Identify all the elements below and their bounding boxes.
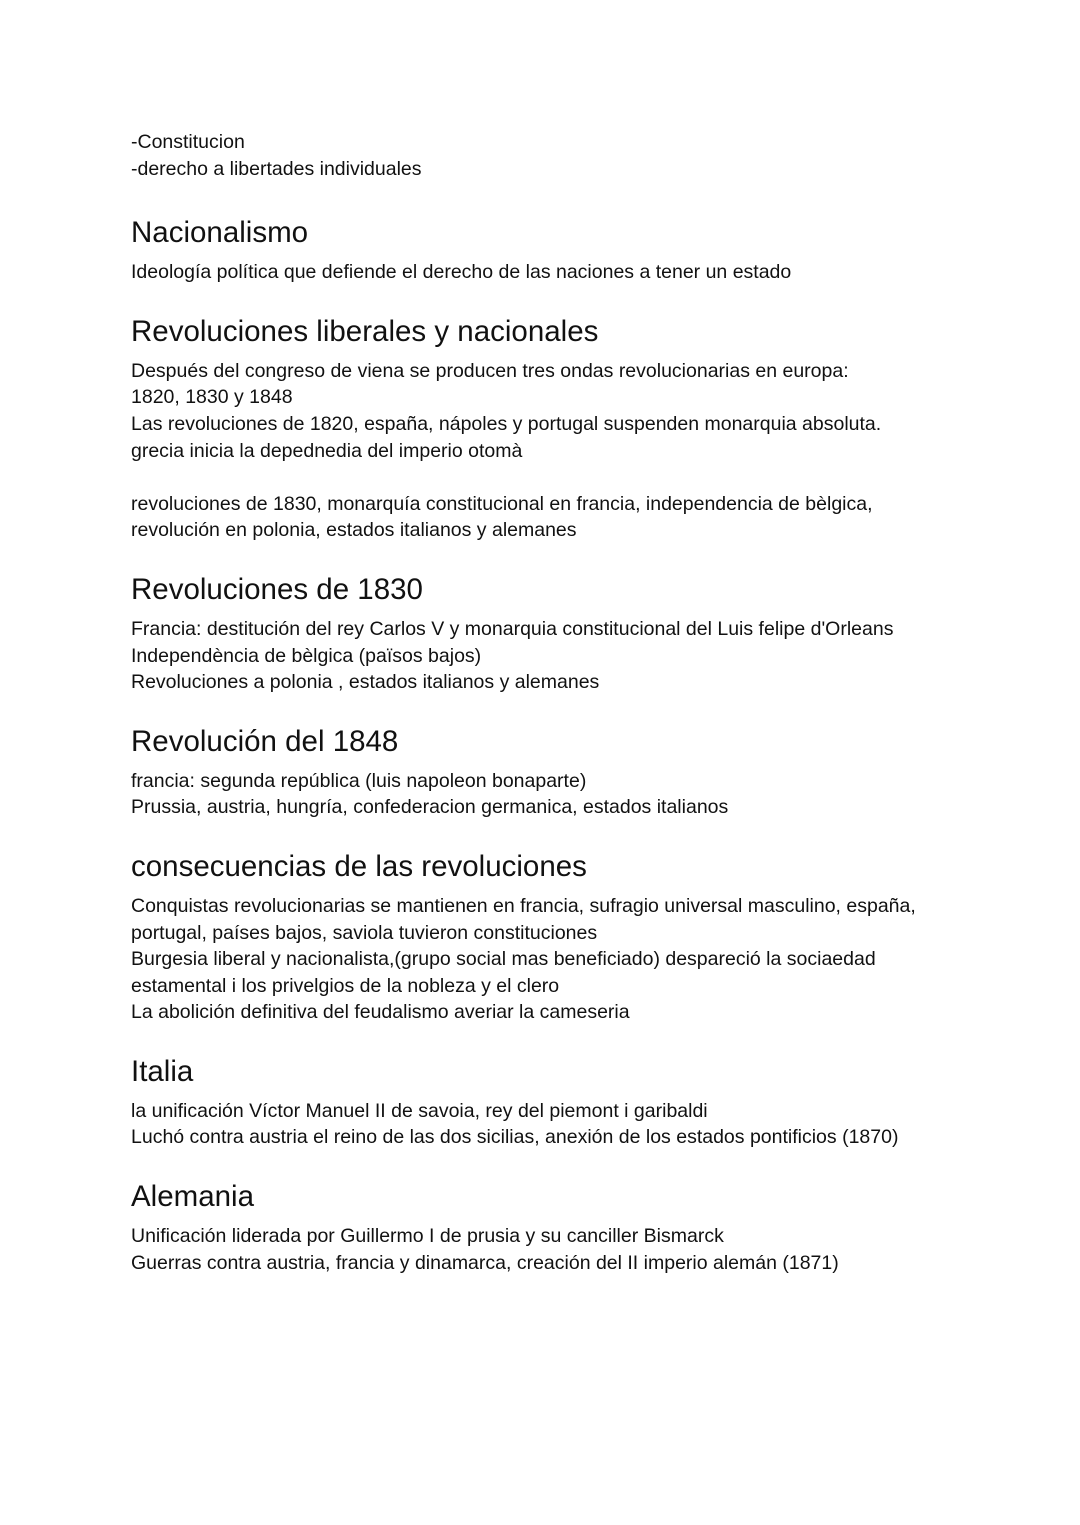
document-page [131, 129, 991, 1276]
section-line: Prussia, austria, hungría, confederacion germanica, estados italianos [131, 796, 729, 819]
section-heading: Revoluciones liberales y nacionales [131, 314, 599, 348]
blank-line [131, 464, 991, 491]
intro-line: -derecho a libertades individuales [131, 157, 422, 180]
section-line: francia: segunda república (luis napoleon bonaparte) [131, 769, 587, 792]
intro-line: -Constitucion [131, 131, 245, 153]
section-line: Después del congreso de viena se producen tres ondas revolucionarias en europa: [131, 359, 849, 382]
section-line: revoluciones de 1830, monarquía constitucional en francia, independencia de bèlgica, [131, 492, 873, 515]
section-line: Ideología política que defiende el derecho de las naciones a tener un estado [131, 261, 792, 284]
section-line: Independència de bèlgica (països bajos) [131, 644, 482, 667]
section-line: La abolición definitiva del feudalismo averiar la cameseria [131, 1001, 630, 1024]
section-heading: consecuencias de las revoluciones [131, 849, 587, 883]
section-heading: Nacionalismo [131, 216, 309, 250]
section-line: 1820, 1830 y 1848 [131, 386, 293, 409]
section-line: estamental i los privelgios de la nobleza y el clero [131, 974, 560, 997]
section-line: Luchó contra austria el reino de las dos sicilias, anexión de los estados pontificios (1870) [131, 1126, 899, 1149]
section-line: Francia: destitución del rey Carlos V y monarquia constitucional del Luis felipe d'Orleans [131, 617, 894, 640]
section-line: portugal, países bajos, saviola tuvieron constituciones [131, 921, 598, 944]
section-line: Las revoluciones de 1820, españa, nápoles y portugal suspenden monarquia absoluta. [131, 412, 882, 435]
section-line: Burgesia liberal y nacionalista,(grupo social mas beneficiado) despareció la sociaedad [131, 948, 876, 971]
section-heading: Revolución del 1848 [131, 724, 399, 758]
section-line: Unificación liderada por Guillermo I de prusia y su canciller Bismarck [131, 1225, 724, 1248]
section-line: Revoluciones a polonia , estados italianos y alemanes [131, 671, 600, 694]
section-heading: Revoluciones de 1830 [131, 572, 423, 606]
section-line: Guerras contra austria, francia y dinamarca, creación del II imperio alemán (1871) [131, 1251, 839, 1274]
section-line: grecia inicia la depednedia del imperio otomà [131, 439, 523, 462]
section-heading: Alemania [131, 1180, 254, 1214]
section-line: la unificación Víctor Manuel II de savoia, rey del piemont i garibaldi [131, 1099, 708, 1122]
section-line: revolución en polonia, estados italianos y alemanes [131, 519, 577, 542]
section-line: Conquistas revolucionarias se mantienen en francia, sufragio universal masculino, españa, [131, 894, 916, 917]
section-heading: Italia [131, 1054, 194, 1088]
